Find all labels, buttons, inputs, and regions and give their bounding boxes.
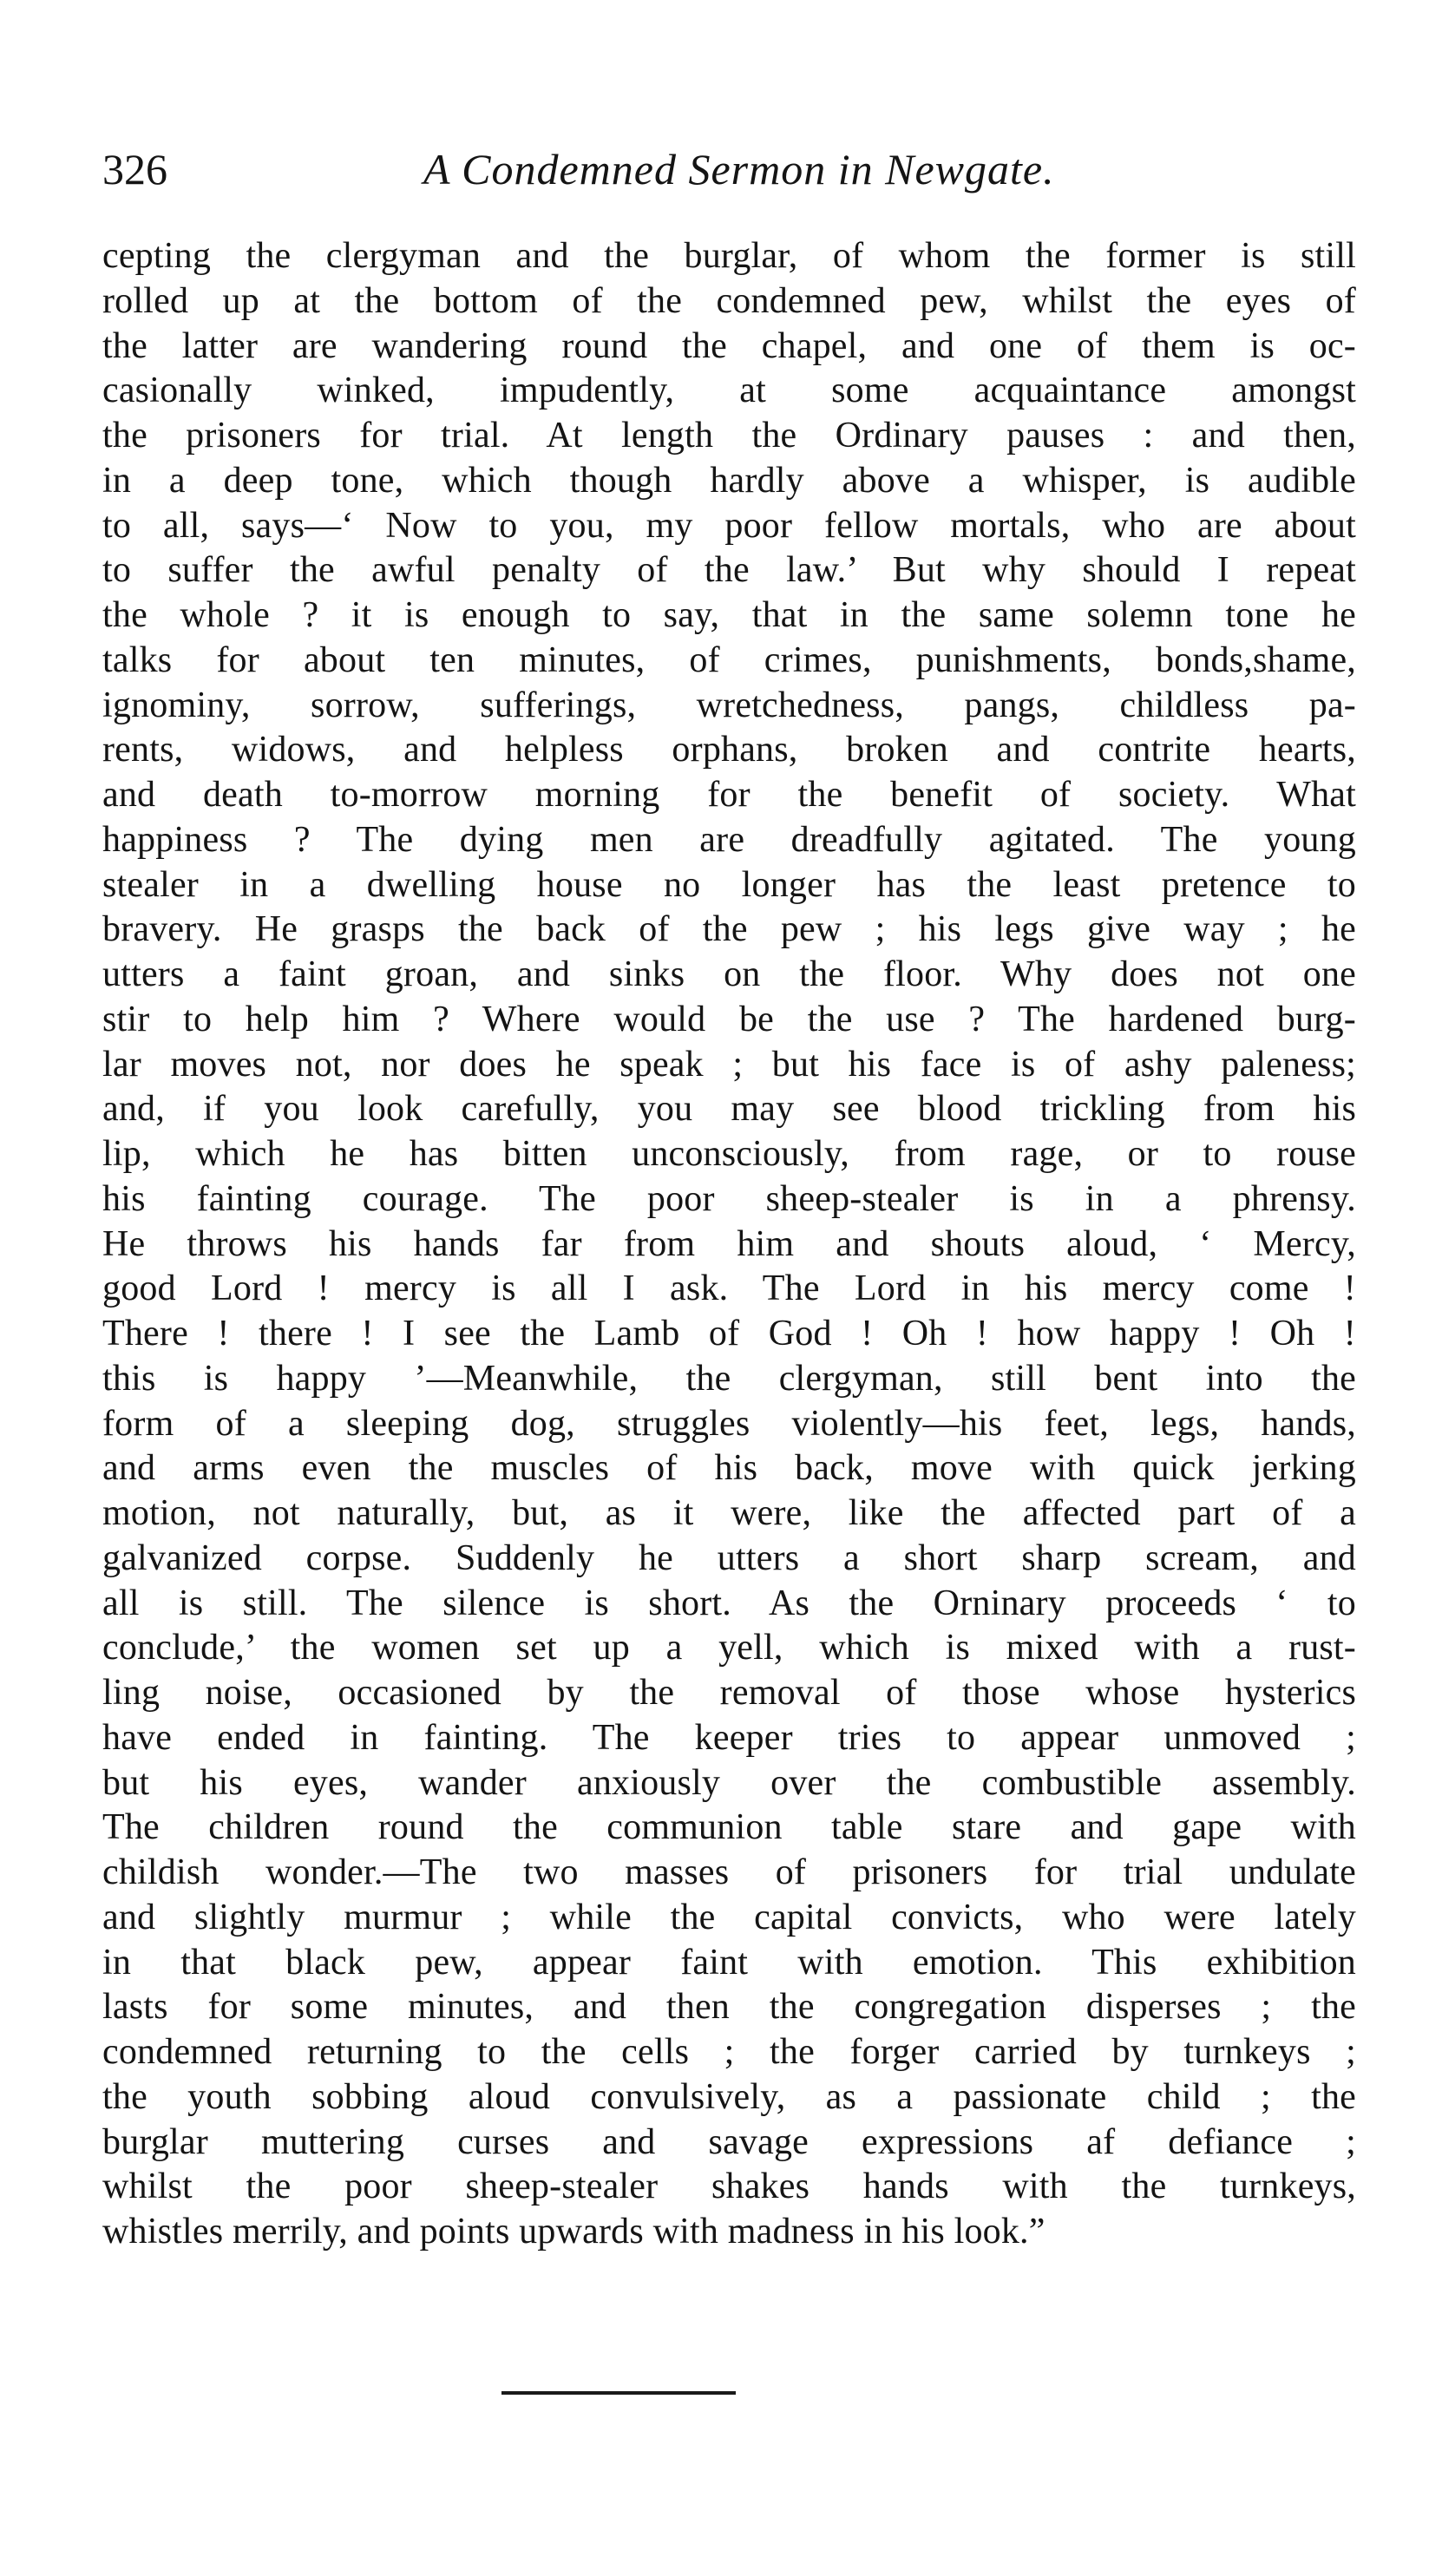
text-line: casionally winked, impudently, at some acquaintance amongst (102, 370, 1356, 411)
text-line: motion, not naturally, but, as it were, like the affected part of a (102, 1493, 1356, 1533)
text-line: in a deep tone, which though hardly above a whisper, is audible (102, 460, 1356, 501)
text-line: galvanized corpse. Suddenly he utters a short sharp scream, and (102, 1537, 1356, 1578)
text-line: talks for about ten minutes, of crimes, punishments, bonds,shame, (102, 639, 1356, 680)
text-line: happiness ? The dying men are dreadfully agitated. The young (102, 819, 1356, 860)
text-line: He throws his hands far from him and shouts aloud, ‘ Mercy, (102, 1223, 1356, 1264)
text-line: the youth sobbing aloud convulsively, as a passionate child ; the (102, 2076, 1356, 2117)
text-line: his fainting courage. The poor sheep-stealer is in a phrensy. (102, 1178, 1356, 1219)
text-line: stealer in a dwelling house no longer has the least pretence to (102, 864, 1356, 905)
text-line: utters a faint groan, and sinks on the floor. Why does not one (102, 954, 1356, 994)
text-line: good Lord ! mercy is all I ask. The Lord in his mercy come ! (102, 1268, 1356, 1309)
section-end-rule (501, 2391, 736, 2395)
text-line: the prisoners for trial. At length the Ordinary pauses : and then, (102, 416, 1356, 456)
text-line: the latter are wandering round the chapel, and one of them is oc- (102, 325, 1356, 366)
text-line: ling noise, occasioned by the removal of those whose hysterics (102, 1673, 1356, 1713)
text-line: and, if you look carefully, you may see blood trickling from his (102, 1089, 1356, 1130)
text-line-last: whistles merrily, and points upwards with madness in his look.” (102, 2212, 1045, 2252)
text-line: bravery. He grasps the back of the pew ; his legs give way ; he (102, 909, 1356, 950)
text-line: conclude,’ the women set up a yell, which is mixed with a rust- (102, 1628, 1356, 1668)
text-line: and arms even the muscles of his back, move with quick jerking (102, 1448, 1356, 1489)
text-line: to suffer the awful penalty of the law.’ But why should I repeat (102, 550, 1356, 591)
text-line: cepting the clergyman and the burglar, of whom the former is still (102, 236, 1356, 276)
text-line: ignominy, sorrow, sufferings, wretchedness, pangs, childless pa- (102, 685, 1356, 725)
text-line: have ended in fainting. The keeper tries to appear unmoved ; (102, 1717, 1356, 1758)
text-line: but his eyes, wander anxiously over the combustible assembly. (102, 1762, 1356, 1803)
text-line: lar moves not, nor does he speak ; but his face is of ashy paleness; (102, 1044, 1356, 1085)
text-line: to all, says—‘ Now to you, my poor fellow mortals, who are about (102, 505, 1356, 546)
text-line: form of a sleeping dog, struggles violently—his feet, legs, hands, (102, 1403, 1356, 1444)
text-line: all is still. The silence is short. As the Orninary proceeds ‘ to (102, 1583, 1356, 1623)
text-line: burglar muttering curses and savage expressions af defiance ; (102, 2121, 1356, 2162)
text-line: whilst the poor sheep-stealer shakes hands with the turnkeys, (102, 2166, 1356, 2207)
text-line: rents, widows, and helpless orphans, broken and contrite hearts, (102, 730, 1356, 770)
running-title: A Condemned Sermon in Newgate. (423, 145, 1055, 193)
text-line: The children round the communion table stare and gape with (102, 1807, 1356, 1848)
text-line: lip, which he has bitten unconsciously, from rage, or to rouse (102, 1134, 1356, 1174)
text-line: and slightly murmur ; while the capital convicts, who were lately (102, 1897, 1356, 1937)
text-line: and death to-morrow morning for the benefit of society. What (102, 775, 1356, 815)
text-line: lasts for some minutes, and then the congregation disperses ; the (102, 1987, 1356, 2028)
text-line: condemned returning to the cells ; the forger carried by turnkeys ; (102, 2032, 1356, 2072)
text-line: rolled up at the bottom of the condemned pew, whilst the eyes of (102, 280, 1356, 321)
text-line: the whole ? it is enough to say, that in the same solemn tone he (102, 595, 1356, 635)
text-line: in that black pew, appear faint with emotion. This exhibition (102, 1942, 1356, 1983)
text-line: this is happy ’—Meanwhile, the clergyman, still bent into the (102, 1358, 1356, 1399)
body-text (102, 234, 1356, 2255)
page-number: 326 (102, 145, 167, 193)
running-head (102, 139, 1343, 200)
text-line: stir to help him ? Where would be the use ? The hardened burg- (102, 999, 1356, 1039)
text-line: childish wonder.—The two masses of prisoners for trial undulate (102, 1852, 1356, 1892)
text-line: There ! there ! I see the Lamb of God ! Oh ! how happy ! Oh ! (102, 1314, 1356, 1354)
